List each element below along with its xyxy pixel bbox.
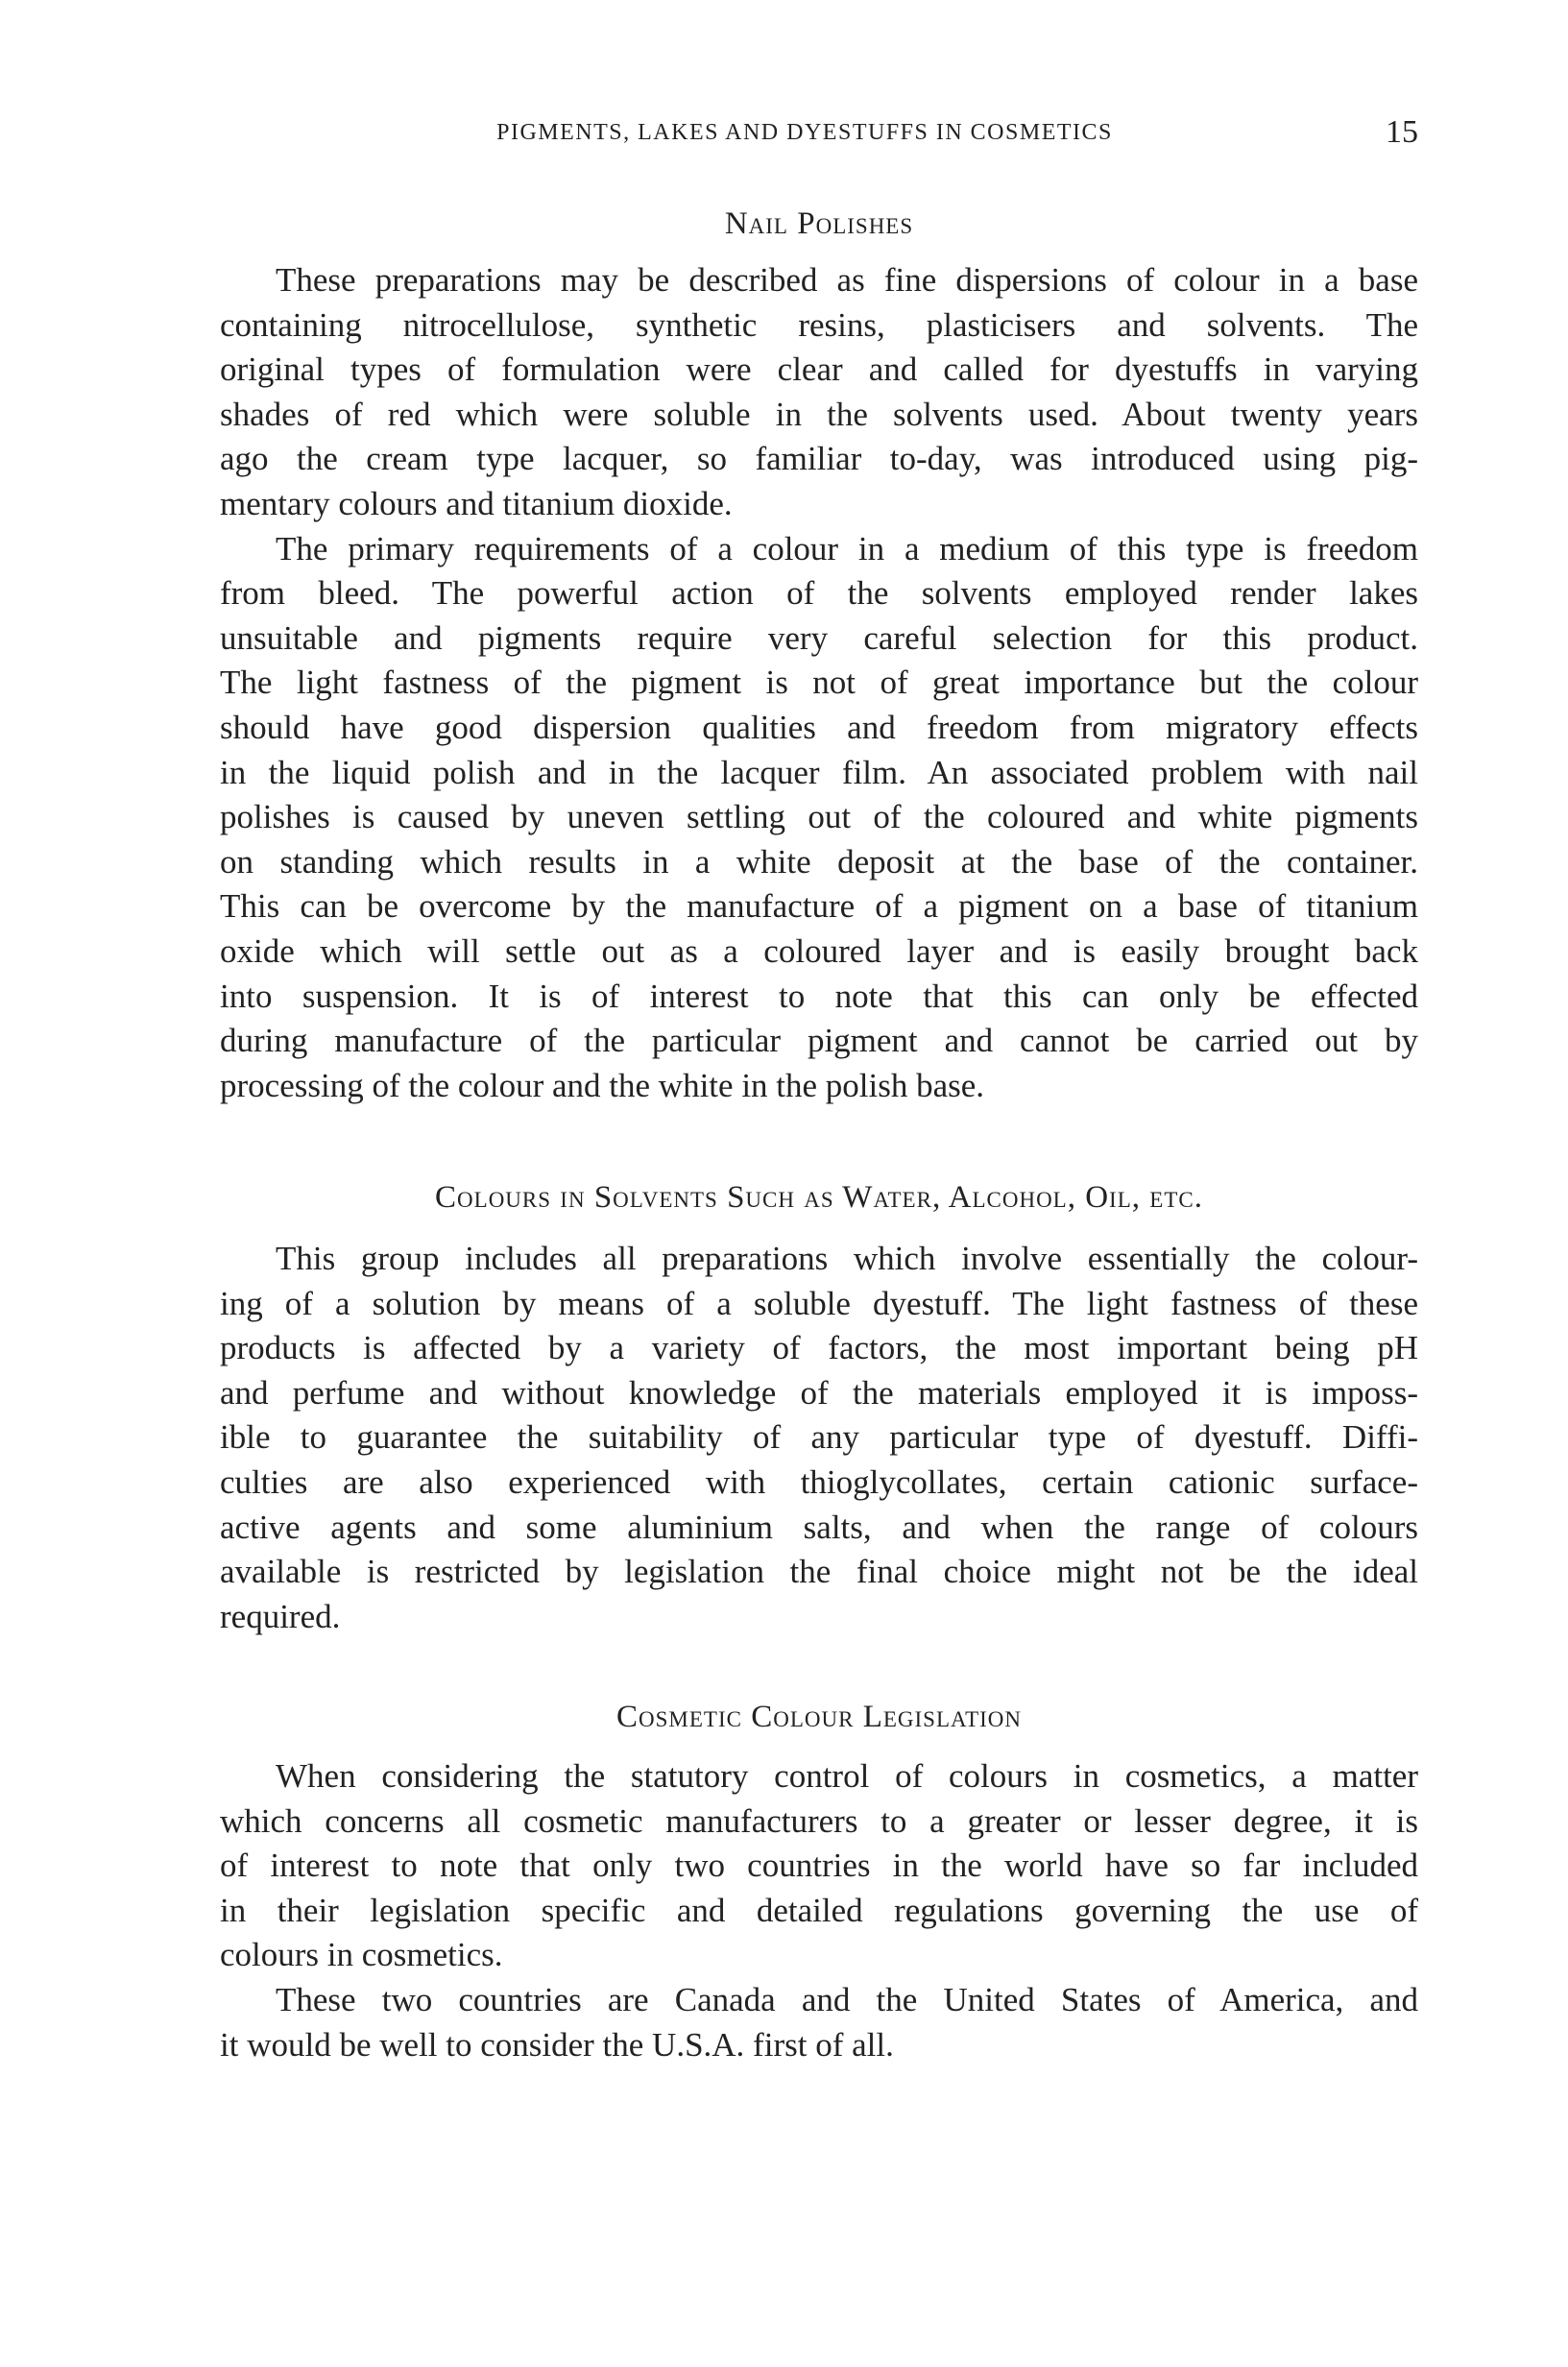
text-line: When considering the statutory control of colours in cosmetics, a matter	[276, 1757, 1418, 1795]
text-line: colours in cosmetics.	[220, 1936, 503, 1974]
text-line: in their legislation specific and detailed regulations governing the use of	[220, 1891, 1418, 1929]
text-line: on standing which results in a white deposit at the base of the container.	[220, 842, 1418, 881]
text-line: active agents and some aluminium salts, and when the range of colours	[220, 1508, 1418, 1546]
text-line: of interest to note that only two countries in the world have so far included	[220, 1847, 1418, 1885]
paragraph	[220, 258, 1418, 527]
text-line: required.	[220, 1597, 341, 1635]
text-line: processing of the colour and the white in the polish base.	[220, 1066, 985, 1104]
text-line: from bleed. The powerful action of the solvents employed render lakes	[220, 574, 1418, 613]
text-line: containing nitrocellulose, synthetic resins, plasticisers and solvents. The	[220, 305, 1418, 344]
text-line: in the liquid polish and in the lacquer film. An associated problem with nail	[220, 753, 1418, 791]
paragraph	[220, 1978, 1418, 2067]
section-heading: Colours in Solvents Such as Water, Alcohol, Oil, etc.	[435, 1180, 1203, 1215]
text-line: should have good dispersion qualities and freedom from migratory effects	[220, 708, 1418, 746]
text-line: The primary requirements of a colour in a medium of this type is freedom	[276, 529, 1418, 568]
text-line: during manufacture of the particular pigment and cannot be carried out by	[220, 1022, 1418, 1060]
text-line: This can be overcome by the manufacture of a pigment on a base of titanium	[220, 887, 1418, 926]
section-heading: Cosmetic Colour Legislation	[616, 1700, 1022, 1734]
section-body	[220, 1237, 1418, 1639]
section-body	[220, 1754, 1418, 2067]
text-line: into suspension. It is of interest to note that this can only be effected	[220, 977, 1418, 1015]
text-line: which concerns all cosmetic manufacturers to a greater or lesser degree, it is	[220, 1801, 1418, 1840]
text-line: The light fastness of the pigment is not of great importance but the colour	[220, 664, 1418, 702]
text-line: ible to guarantee the suitability of any particular type of dyestuff. Diffi-	[220, 1418, 1418, 1457]
text-line: original types of formulation were clear and called for dyestuffs in varying	[220, 350, 1418, 389]
text-line: polishes is caused by uneven settling out of the coloured and white pigments	[220, 798, 1418, 836]
text-line: shades of red which were soluble in the solvents used. About twenty years	[220, 395, 1418, 433]
text-line: unsuitable and pigments require very careful selection for this product.	[220, 618, 1418, 657]
text-line: oxide which will settle out as a coloured layer and is easily brought back	[220, 931, 1418, 970]
section-heading: Nail Polishes	[724, 206, 914, 241]
text-line: These preparations may be described as fine dispersions of colour in a base	[276, 261, 1418, 299]
text-line: ing of a solution by means of a soluble dyestuff. The light fastness of these	[220, 1284, 1418, 1322]
text-line: This group includes all preparations which involve essentially the colour-	[276, 1240, 1418, 1277]
paragraph	[220, 1237, 1418, 1639]
text-line: and perfume and without knowledge of the materials employed it is imposs-	[220, 1373, 1418, 1412]
paragraph	[220, 527, 1418, 1109]
text-line: culties are also experienced with thioglycollates, certain cationic surface-	[220, 1462, 1418, 1501]
text-line: mentary colours and titanium dioxide.	[220, 484, 733, 522]
section-body	[220, 258, 1418, 1108]
text-line: available is restricted by legislation the final choice might not be the ideal	[220, 1553, 1418, 1591]
paragraph	[220, 1754, 1418, 1978]
running-title: PIGMENTS, LAKES AND DYESTUFFS IN COSMETICS	[496, 120, 1113, 145]
page-number: 15	[1386, 114, 1418, 150]
text-line: ago the cream type lacquer, so familiar to-day, was introduced using pig-	[220, 440, 1418, 478]
text-line: These two countries are Canada and the United States of America, and	[276, 1980, 1418, 2018]
text-line: products is affected by a variety of factors, the most important being pH	[220, 1329, 1418, 1367]
text-line: it would be well to consider the U.S.A. first of all.	[220, 2025, 894, 2064]
running-head	[220, 113, 1418, 152]
